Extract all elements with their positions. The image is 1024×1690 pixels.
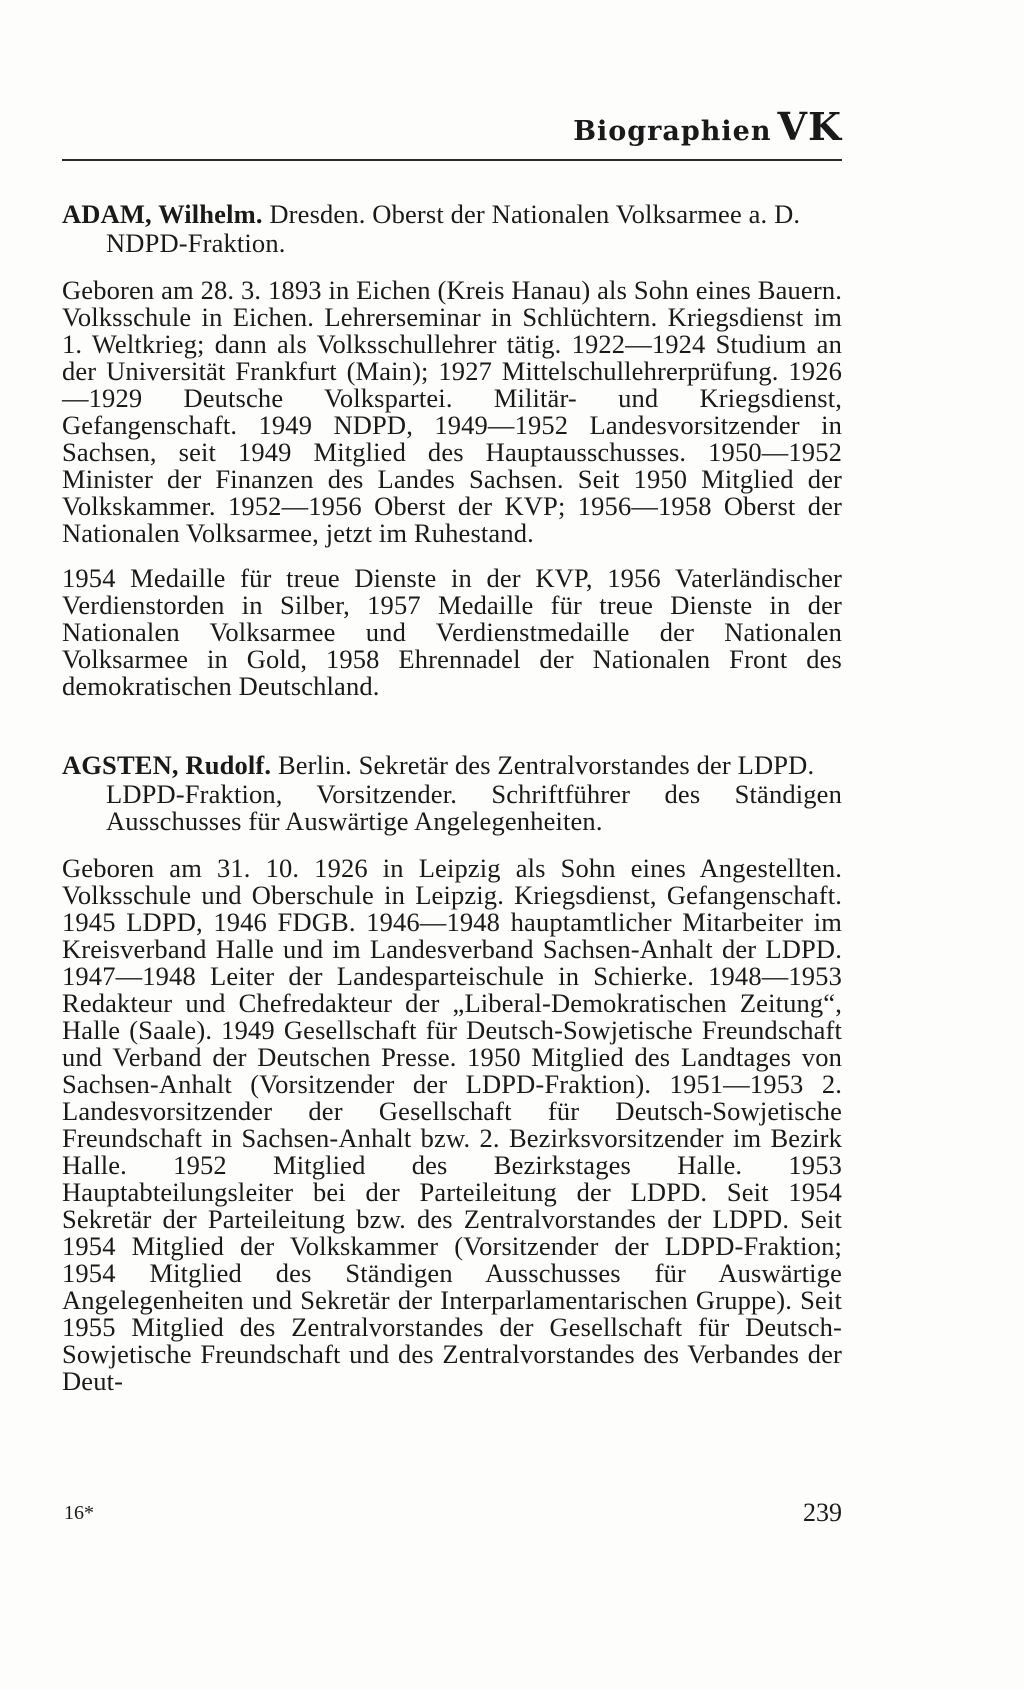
signature-mark: 16* [64, 1502, 94, 1524]
entry-head-text: Berlin. Sekretär des Zentralvorstandes der LDPD. [277, 750, 815, 780]
entry-name: ADAM, Wilhelm. [62, 199, 263, 229]
page-number: 239 [803, 1498, 842, 1527]
entry-paragraph: Geboren am 31. 10. 1926 in Leipzig als Sohn eines Angestellten. Volksschule und Oberschule in Leipzig. Kriegsdienst, Gefangenschaft. 1945 LDPD, 1946 FDGB. 1946—1948 hauptamtlicher Mitarbeiter im Kreisverband Halle und im Landesverband Sachsen-Anhalt der LDPD. 1947—1948 Leiter der Landesparteischule in Schierke. 1948—1953 Redakteur und Chefredakteur der „Liberal-Demokratischen Zeitung“, Halle (Saale). 1949 Gesellschaft für Deutsch-Sowjetische Freundschaft und Verband der Deutschen Presse. 1950 Mitglied des Landtages von Sachsen-Anhalt (Vorsitzender der LDPD-Fraktion). 1951—1953 2. Landesvorsitzender der Gesellschaft für Deutsch-Sowjetische Freundschaft in Sachsen-Anhalt bzw. 2. Bezirksvorsitzender im Bezirk Halle. 1952 Mitglied des Bezirkstages Halle. 1953 Hauptabteilungsleiter bei der Parteileitung der LDPD. Seit 1954 Sekretär der Parteileitung bzw. des Zentralvorstandes der LDPD. Seit 1954 Mitglied der Volkskammer (Vorsitzender der LDPD-Fraktion; 1954 Mitglied des Ständigen Ausschusses für Auswärtige Angelegenheiten und Sekretär der Interparlamentarischen Gruppe). Seit 1955 Mitglied des Zentralvorstandes der Gesellschaft für Deutsch-Sowjetische Freundschaft und des Zentralvorstandes des Verbandes der Deut- [62, 853, 842, 1396]
entry-name: AGSTEN, Rudolf. [62, 750, 272, 780]
entry-head-text: Dresden. Oberst der Nationalen Volksarmee a. D. [269, 199, 801, 229]
biography-entry-adam [62, 201, 842, 700]
header-title: Biographien [573, 116, 772, 147]
header-mark: VK [777, 104, 842, 149]
entry-heading [62, 201, 842, 228]
entry-paragraph: 1954 Medaille für treue Dienste in der KVP, 1956 Vaterländischer Verdienstorden in Silber, 1957 Medaille für treue Dienste in der Nationalen Volksarmee und Verdienstmedaille der Nationalen Volksarmee in Gold, 1958 Ehrennadel der Nationalen Front des demokratischen Deutschland. [62, 563, 842, 701]
entry-role: NDPD-Fraktion. [106, 228, 286, 258]
entry-paragraph: Geboren am 28. 3. 1893 in Eichen (Kreis Hanau) als Sohn eines Bauern. Volksschule in Eichen. Lehrerseminar in Schlüchtern. Kriegsdienst im 1. Weltkrieg; dann als Volksschullehrer tätig. 1922—1924 Studium an der Universität Frankfurt (Main); 1927 Mittelschullehrerprüfung. 1926—1929 Deutsche Volkspartei. Militär- und Kriegsdienst, Gefangenschaft. 1949 NDPD, 1949—1952 Landesvorsitzender in Sachsen, seit 1949 Mitglied des Hauptausschusses. 1950—1952 Minister der Finanzen des Landes Sachsen. Seit 1950 Mitglied der Volkskammer. 1952—1956 Oberst der KVP; 1956—1958 Oberst der Nationalen Volksarmee, jetzt im Ruhestand. [62, 275, 842, 548]
running-header [62, 104, 842, 149]
biography-entry-agsten [62, 752, 842, 1395]
biography-list [62, 201, 842, 1395]
entry-role: LDPD-Fraktion, Vorsitzender. Schriftführer des Ständigen Ausschusses für Auswärtige Angelegenheiten. [106, 779, 842, 836]
header-rule [62, 159, 842, 161]
entry-heading [62, 752, 842, 779]
